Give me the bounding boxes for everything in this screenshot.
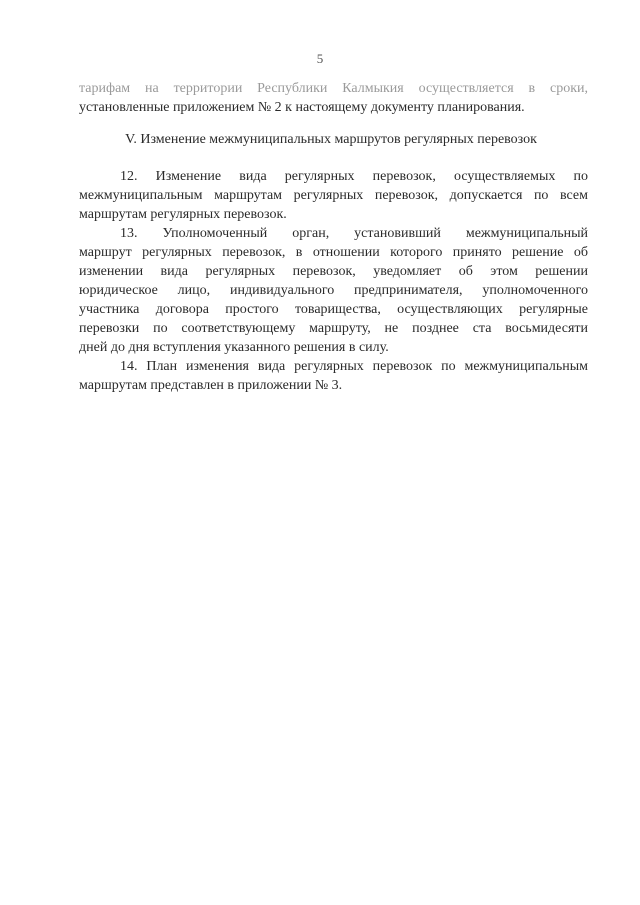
intro-line: тарифам на территории Республики Калмыкия осуществляется в сроки, — [79, 81, 588, 96]
paragraph-13 — [79, 224, 588, 357]
paragraph-line: 13. Уполномоченный орган, установивший межмуниципальный — [120, 226, 588, 241]
paragraph-line: межмуниципальным маршрутам регулярных перевозок, допускается по всем — [79, 188, 588, 203]
paragraph-line: изменении вида регулярных перевозок, уведомляет об этом решении — [79, 264, 588, 279]
paragraph-line: дней до дня вступления указанного решения в силу. — [79, 340, 389, 355]
page-number: 5 — [316, 51, 324, 66]
paragraph-line: маршрут регулярных перевозок, в отношении которого принято решение об — [79, 245, 588, 260]
intro-line: установленные приложением № 2 к настоящему документу планирования. — [79, 100, 525, 115]
section-heading: V. Изменение межмуниципальных маршрутов регулярных перевозок — [125, 132, 537, 147]
intro-paragraph — [79, 79, 588, 117]
paragraph-line: юридическое лицо, индивидуального предпринимателя, уполномоченного — [79, 283, 588, 298]
paragraph-line: маршрутам представлен в приложении № 3. — [79, 378, 343, 393]
paragraph-line: участника договора простого товарищества, осуществляющих регулярные — [79, 302, 588, 317]
paragraph-12 — [79, 167, 588, 224]
paragraph-line: 14. План изменения вида регулярных перевозок по межмуниципальным — [120, 359, 588, 374]
paragraph-line: маршрутам регулярных перевозок. — [79, 207, 287, 222]
paragraph-line: перевозки по соответствующему маршруту, не позднее ста восьмидесяти — [79, 321, 588, 336]
paragraph-14 — [79, 357, 588, 395]
paragraph-line: 12. Изменение вида регулярных перевозок, осуществляемых по — [120, 169, 588, 184]
